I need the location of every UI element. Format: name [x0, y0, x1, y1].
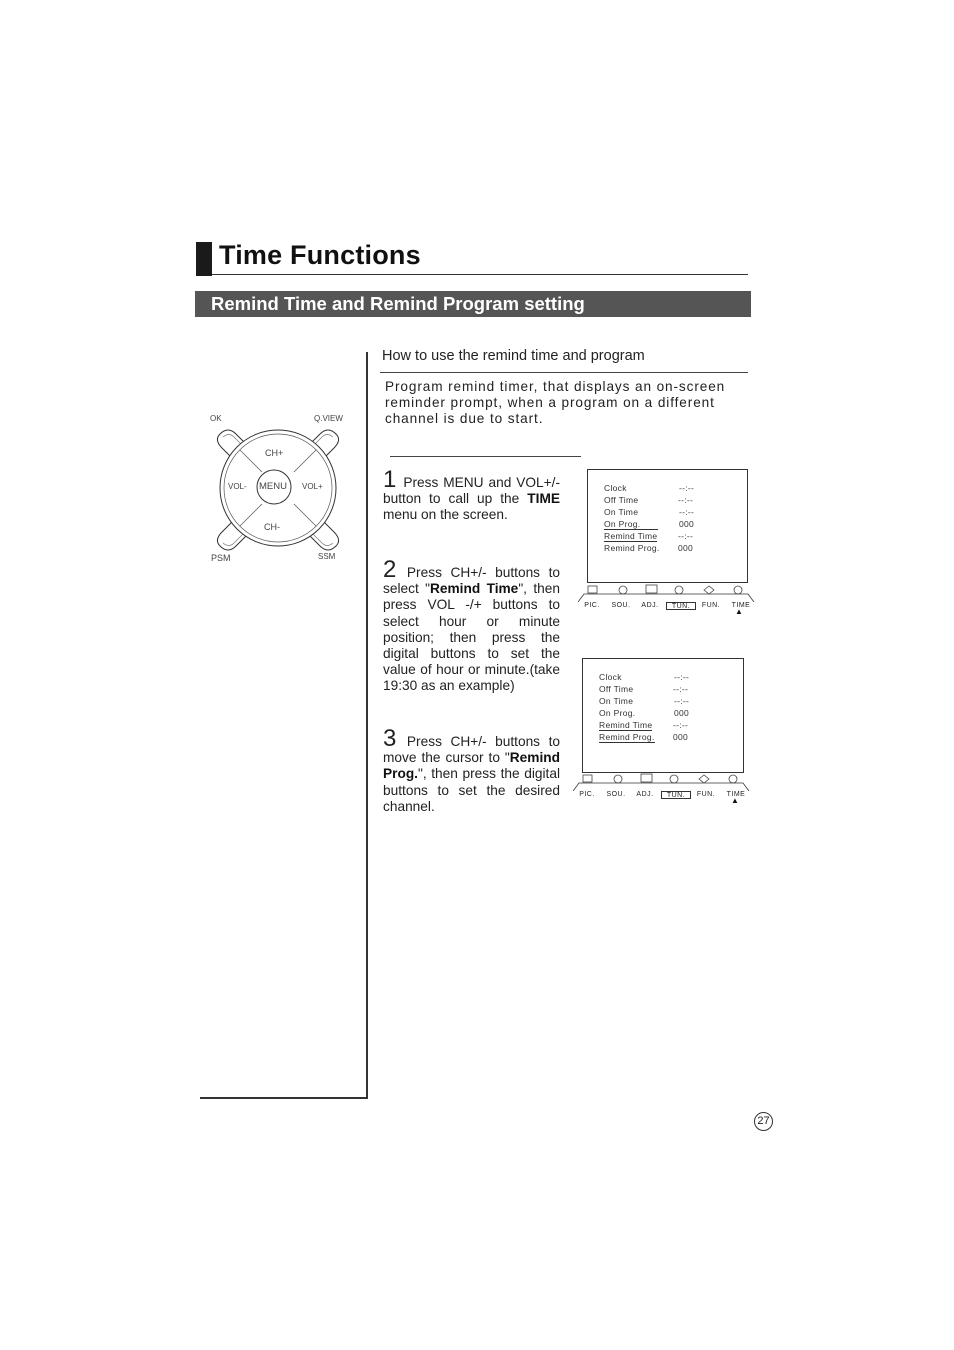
vol-plus-button: VOL+ — [302, 482, 323, 491]
tune-icon — [675, 586, 683, 594]
tab-fun[interactable]: FUN. — [701, 602, 721, 609]
bottom-rule — [200, 1097, 368, 1099]
title-accent-bar — [196, 242, 212, 276]
howto-heading: How to use the remind time and program — [382, 348, 645, 364]
ssm-button: SSM — [318, 552, 336, 561]
tab-fun[interactable]: FUN. — [696, 791, 716, 798]
step-2: 2 Press CH+/- buttons to select "Remind Time", then press VOL -/+ buttons to select hour or minute position; then press the digital buttons to set the value of hour or minute.(take 19:30 as an example) — [383, 556, 561, 694]
time-menu-screen-2: Clock --:-- Off Time --:-- On Time --:-- On Prog. 000 Remind Time --:-- Remind Prog. 000 — [582, 658, 744, 773]
page-title: Time Functions — [219, 240, 421, 270]
tab-tun[interactable]: TUN. — [661, 791, 691, 799]
function-icon — [704, 586, 714, 594]
adjust-icon — [641, 774, 652, 782]
tune-icon — [670, 775, 678, 783]
menu-tab-bar-1 — [578, 584, 756, 610]
picture-icon — [588, 586, 597, 593]
selection-marker-icon: ▲ — [731, 796, 739, 805]
menu-button: MENU — [259, 481, 287, 492]
sound-icon — [614, 775, 622, 783]
section-title: Remind Time and Remind Program setting — [211, 293, 585, 314]
step-3: 3 Press CH+/- buttons to move the cursor to "Remind Prog.", then press the digital buttons to set the desired channel. — [383, 725, 560, 814]
title-underline — [212, 274, 748, 275]
step-number: 1 — [383, 466, 397, 493]
tab-adj[interactable]: ADJ. — [636, 791, 654, 798]
page-number: 27 — [754, 1112, 773, 1131]
adjust-icon — [646, 585, 657, 593]
howto-underline — [380, 372, 748, 373]
step-number: 3 — [383, 725, 397, 752]
tab-tun[interactable]: TUN. — [666, 602, 696, 610]
tab-pic[interactable]: PIC. — [584, 602, 600, 609]
tab-sou[interactable]: SOU. — [606, 791, 626, 798]
function-icon — [699, 775, 709, 783]
sound-icon — [619, 586, 627, 594]
psm-button: PSM — [211, 553, 231, 563]
time-icon — [734, 586, 742, 594]
column-divider — [366, 352, 368, 1098]
ch-plus-button: CH+ — [265, 448, 284, 458]
tab-time[interactable]: TIME — [726, 791, 746, 798]
tab-adj[interactable]: ADJ. — [641, 602, 659, 609]
time-menu-screen-1: Clock --:-- Off Time --:-- On Time --:-- On Prog. 000 Remind Time --:-- Remind Prog. 000 — [587, 469, 748, 583]
qview-button: Q.VIEW — [314, 414, 343, 423]
steps-separator — [390, 456, 581, 457]
tab-bar-frame — [578, 584, 756, 602]
menu-tab-bar-2 — [573, 773, 751, 799]
tab-bar-frame — [573, 773, 751, 791]
selection-marker-icon: ▲ — [735, 607, 743, 616]
step-number: 2 — [383, 556, 397, 583]
vol-minus-button: VOL- — [228, 482, 247, 491]
tab-pic[interactable]: PIC. — [579, 791, 595, 798]
ok-button: OK — [210, 414, 222, 423]
tab-sou[interactable]: SOU. — [611, 602, 631, 609]
ch-minus-button: CH- — [264, 522, 280, 532]
picture-icon — [583, 775, 592, 782]
intro-paragraph: Program remind timer, that displays an on-screen reminder prompt, when a program on a different channel is due to start. — [385, 379, 726, 426]
step-1: 1 Press MENU and VOL+/- button to call up the TIME menu on the screen. — [383, 466, 560, 523]
time-icon — [729, 775, 737, 783]
tab-time[interactable]: TIME — [731, 602, 751, 609]
